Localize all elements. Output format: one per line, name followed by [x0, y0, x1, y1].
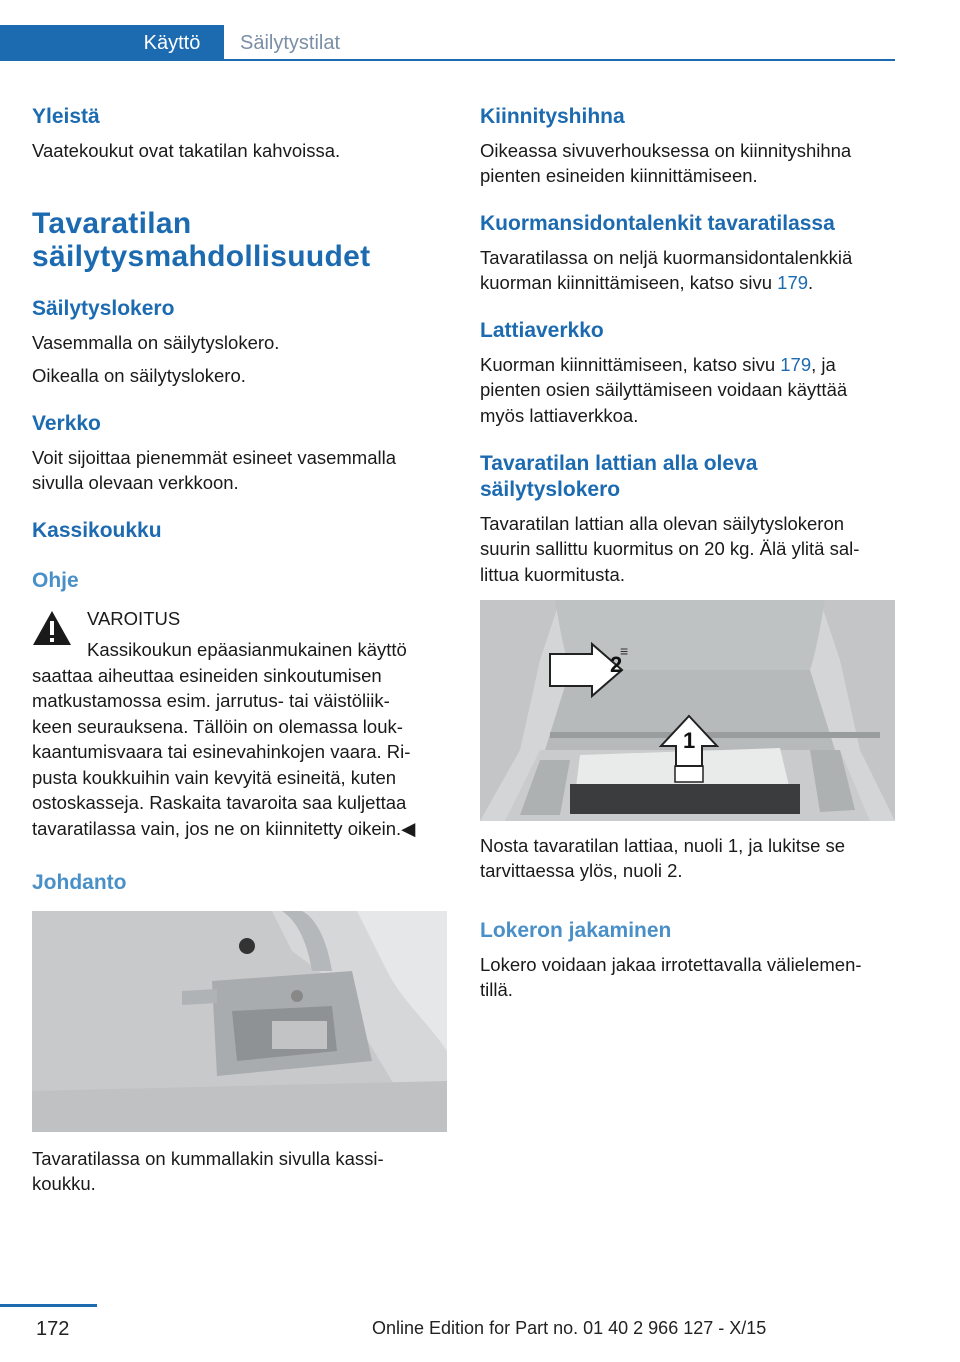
tab-kaytto[interactable]: Käyttö: [120, 25, 224, 61]
warning-line: tavaratilassa vain, jos ne on kiinnitetty oikein.◀: [32, 818, 416, 839]
section-title-line1: Tavaratilan: [32, 207, 192, 240]
yleista-text: Vaatekoukut ovat takatilan kahvoissa.: [32, 140, 341, 161]
alla-line1: Tavaratilan lattian alla olevan säilytyslokeron: [480, 513, 845, 534]
heading-lokeron-jakaminen: Lokeron jakaminen: [480, 919, 672, 942]
section-title-line2: säilytysmahdollisuudet: [32, 240, 371, 273]
caption-line2: koukku.: [32, 1173, 96, 1194]
warning-line: saattaa aiheuttaa esineiden sinkoutumisen: [32, 665, 382, 686]
nosta-line2: tarvittaessa ylös, nuoli 2.: [480, 860, 683, 881]
sailytyslokero-text1: Vasemmalla on säilytyslokero.: [32, 332, 280, 353]
warning-line: Kassikoukun epäasianmukainen käyttö: [87, 639, 407, 660]
page-number: 172: [36, 1318, 70, 1340]
caption-line1: Tavaratilassa on kummallakin sivulla kassi-: [32, 1148, 384, 1169]
lattia-line2: pienten osien säilyttämiseen voidaan käyttää: [480, 379, 848, 400]
jakaminen-line2: tillä.: [480, 979, 513, 1000]
kuorman-line2-text: kuorman kiinnittämiseen, katso sivu: [480, 272, 778, 293]
heading-sailytyslokero: Säilytyslokero: [32, 297, 175, 320]
alla-line3: littua kuormitusta.: [480, 564, 625, 585]
heading-lattiaverkko: Lattiaverkko: [480, 319, 604, 342]
heading-kuormansidontalenkit: Kuormansidontalenkit tavaratilassa: [480, 212, 835, 235]
edition-text: Online Edition for Part no. 01 40 2 966 127 - X/15: [372, 1318, 767, 1338]
trunk-floor-illustration: [480, 600, 895, 821]
warning-line: kaantumisvaara tai esinevahinkojen vaara. Ri-: [32, 741, 411, 762]
heading-alla-line2: säilytyslokero: [480, 478, 621, 501]
page-link-179[interactable]: 179: [780, 354, 812, 375]
warning-line: matkustamossa esim. jarrutus- tai väistöliik-: [32, 690, 390, 711]
warning-triangle-icon: [32, 610, 72, 646]
kuorman-line1: Tavaratilassa on neljä kuormansidontalenkkiä: [480, 247, 853, 268]
jakaminen-line1: Lokero voidaan jakaa irrotettavalla välielemen-: [480, 954, 862, 975]
heading-kassikoukku: Kassikoukku: [32, 519, 162, 542]
heading-verkko: Verkko: [32, 412, 101, 435]
lattia-line1-end: , ja: [811, 354, 836, 375]
arrow-2-label: 2: [610, 652, 623, 677]
heading-yleista: Yleistä: [32, 105, 100, 128]
lattia-line1-text: Kuorman kiinnittämiseen, katso sivu: [480, 354, 781, 375]
page-link-179[interactable]: 179: [777, 272, 809, 293]
heading-alla-line1: Tavaratilan lattian alla oleva: [480, 452, 758, 475]
nosta-line1: Nosta tavaratilan lattiaa, nuoli 1, ja lukitse se: [480, 835, 846, 856]
kuorman-line2-end: .: [808, 272, 814, 293]
warning-line: ostoskasseja. Raskaita tavaroita saa kuljettaa: [32, 792, 407, 813]
lattia-line3: myös lattiaverkkoa.: [480, 405, 639, 426]
kuorman-line2: [480, 270, 813, 295]
verkko-line1: Voit sijoittaa pienemmät esineet vasemmalla: [32, 447, 397, 468]
warning-line: keen seurauksena. Tällöin on olemassa louk-: [32, 716, 403, 737]
trunk-side-illustration: [32, 911, 447, 1132]
kiinnityshihna-line2: pienten esineiden kiinnittämiseen.: [480, 165, 758, 186]
heading-kiinnityshihna: Kiinnityshihna: [480, 105, 625, 128]
tab-sailytystilat[interactable]: Säilytystilat: [240, 32, 341, 54]
footer-rule: [0, 1304, 97, 1307]
sailytyslokero-text2: Oikealla on säilytyslokero.: [32, 365, 246, 386]
alla-line2: suurin sallittu kuormitus on 20 kg. Älä ylitä sal-: [480, 538, 860, 559]
heading-ohje: Ohje: [32, 569, 79, 592]
heading-johdanto: Johdanto: [32, 871, 127, 894]
verkko-line2: sivulla olevaan verkkoon.: [32, 472, 239, 493]
warning-line: pusta koukkuihin vain kevyitä esineitä, kuten: [32, 767, 397, 788]
kiinnityshihna-line1: Oikeassa sivuverhouksessa on kiinnityshihna: [480, 140, 852, 161]
arrow-1-label: 1: [683, 728, 696, 753]
warning-label: VAROITUS: [87, 608, 181, 629]
lattia-line1: [480, 352, 836, 377]
svg-text:≡: ≡: [620, 643, 629, 659]
